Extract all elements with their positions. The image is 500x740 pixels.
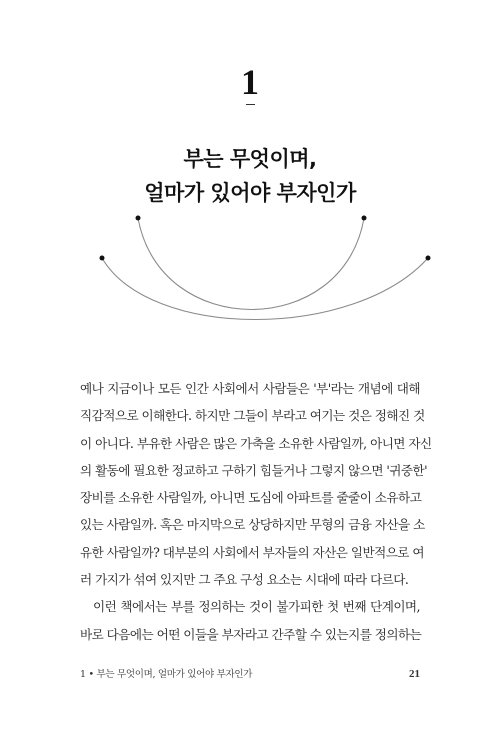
outer-arc-right-dot <box>426 256 431 261</box>
outer-arc <box>102 258 428 320</box>
body-line: 러 가지가 섞여 있지만 그 주요 구성 요소는 시대에 따라 다르다. <box>80 572 409 588</box>
body-line: 바로 다음에는 어떤 이들을 부자라고 간주할 수 있는지를 정의하는 <box>80 626 422 642</box>
body-line: 유한 사람일까? 대부분의 사회에서 부자들의 자산은 일반적으로 여 <box>80 544 424 560</box>
decorative-arcs <box>0 200 500 330</box>
body-line: 예나 지금이나 모든 인간 사회에서 사람들은 '부'라는 개념에 대해 <box>80 381 420 396</box>
body-line: 직감적으로 이해한다. 하지만 그들이 부라고 여기는 것은 정해진 것 <box>80 408 425 424</box>
body-text <box>80 375 432 648</box>
chapter-title-line-1: 부는 무엇이며, <box>183 147 317 171</box>
page-number: 21 <box>409 668 420 680</box>
running-head: 1 • 부는 무엇이며, 얼마가 있어야 부자인가 <box>80 669 253 680</box>
body-line: 장비를 소유한 사람일까, 아니면 도심에 아파트를 줄줄이 소유하고 <box>80 490 422 506</box>
outer-arc-left-dot <box>100 256 105 261</box>
body-line: 이 아니다. 부유한 사람은 많은 가축을 소유한 사람일까, 아니면 자신 <box>80 435 432 451</box>
chapter-number-underline <box>246 104 255 105</box>
body-line: 이런 책에서는 부를 정의하는 것이 불가피한 첫 번째 단계이며, <box>93 599 420 615</box>
body-line: 의 활동에 필요한 정교하고 구하기 힘들거나 그렇지 않으면 '귀중한' <box>80 462 428 478</box>
inner-arc-left-dot <box>136 216 141 221</box>
inner-arc <box>138 218 364 310</box>
chapter-title-line-2: 얼마가 있어야 부자인가 <box>144 181 356 205</box>
inner-arc-right-dot <box>362 216 367 221</box>
body-line: 있는 사람일까. 혹은 마지막으로 상당하지만 무형의 금융 자산을 소 <box>80 517 425 533</box>
chapter-number: 1 <box>241 62 259 102</box>
